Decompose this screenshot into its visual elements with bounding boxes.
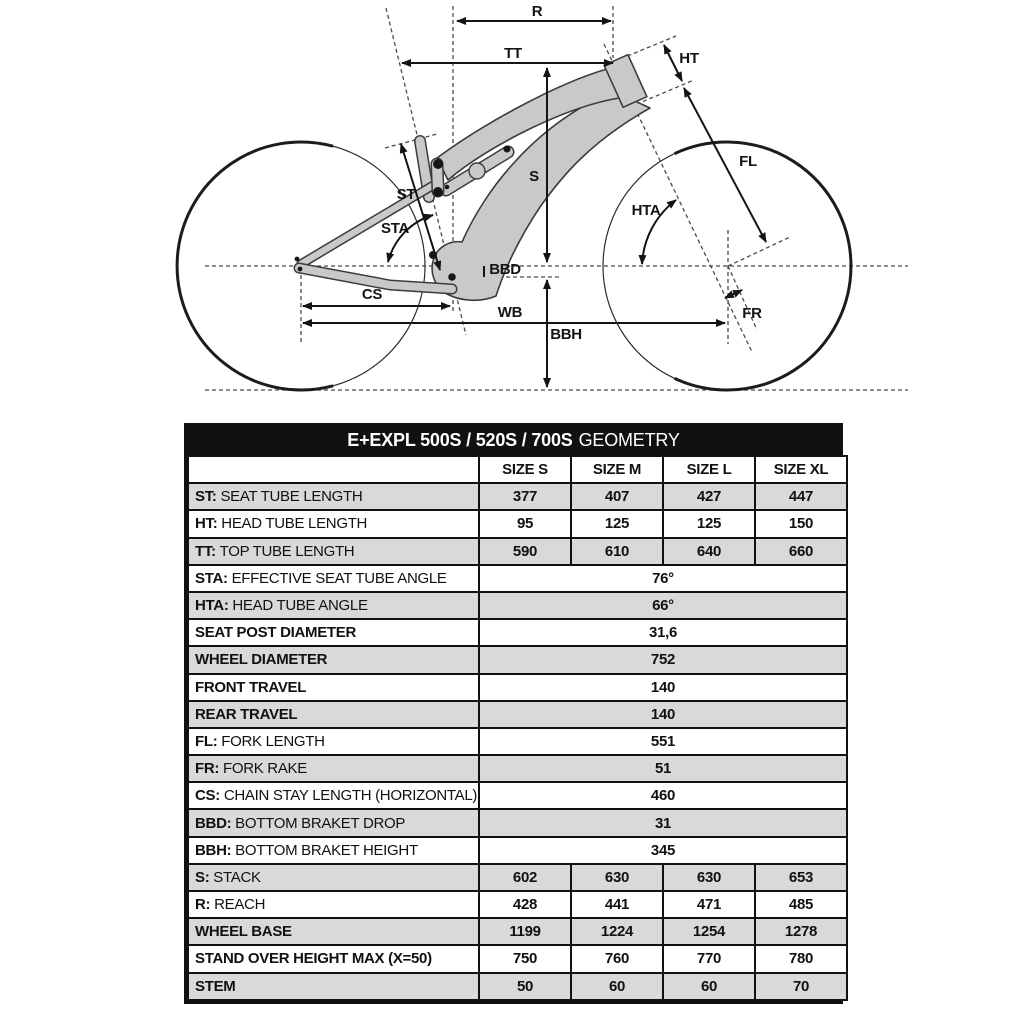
row-value: 1224 (571, 918, 663, 945)
row-label-prefix: CS: (195, 787, 224, 805)
rear-dropout-dot-upper (295, 257, 300, 262)
bottom-bracket-dot (448, 273, 456, 281)
row-label-text: SEAT POST DIAMETER (195, 624, 356, 642)
row-label (188, 891, 479, 918)
row-value: 125 (663, 510, 755, 537)
row-value: 610 (571, 538, 663, 565)
row-label (188, 565, 479, 592)
row-label-text: SEAT TUBE LENGTH (220, 488, 363, 506)
row-value: 150 (755, 510, 847, 537)
row-label-text: CHAIN STAY LENGTH (HORIZONTAL) (223, 787, 478, 805)
table-row (188, 592, 847, 619)
row-value: 630 (571, 864, 663, 891)
row-label-prefix: S: (195, 868, 214, 886)
table-row (188, 809, 847, 836)
row-label-text: HEAD TUBE LENGTH (221, 515, 368, 533)
size-column-header: SIZE L (663, 456, 755, 483)
row-value: 50 (479, 973, 571, 1000)
table-row (188, 646, 847, 673)
row-value: 427 (663, 483, 755, 510)
table-row (188, 619, 847, 646)
row-value-span: 66° (479, 592, 847, 619)
frame (295, 55, 650, 301)
table-title-model: E+EXPL 500S / 520S / 700S (347, 430, 573, 450)
row-label (188, 510, 479, 537)
row-label-text: STAND OVER HEIGHT MAX (X=50) (195, 950, 432, 968)
row-label-text: FORK RAKE (222, 760, 307, 778)
row-value: 60 (663, 973, 755, 1000)
row-label (188, 619, 479, 646)
axle-perp-line (728, 237, 790, 266)
row-label (188, 782, 479, 809)
bike-diagram-svg (0, 0, 1024, 412)
corner-cell (188, 456, 479, 483)
row-value-span: 140 (479, 674, 847, 701)
row-value: 377 (479, 483, 571, 510)
row-label-text: TOP TUBE LENGTH (219, 542, 355, 560)
size-header-row (188, 456, 847, 483)
table-row (188, 510, 847, 537)
row-value: 660 (755, 538, 847, 565)
row-label (188, 701, 479, 728)
size-column-header: SIZE XL (755, 456, 847, 483)
label-seat-angle: STA (381, 220, 409, 237)
table-title-suffix: GEOMETRY (578, 430, 680, 450)
label-top-tube: TT (504, 45, 522, 62)
label-bb-drop: BBD (489, 261, 521, 278)
row-value: 125 (571, 510, 663, 537)
row-value: 760 (571, 945, 663, 972)
label-bb-height: BBH (550, 326, 582, 343)
row-label-text: REAR TRAVEL (195, 705, 298, 723)
label-stack: S (529, 168, 539, 185)
row-label (188, 538, 479, 565)
seat-top-perp-line (385, 134, 437, 148)
row-label (188, 945, 479, 972)
table-row (188, 945, 847, 972)
row-value: 447 (755, 483, 847, 510)
pivot-upper (433, 159, 443, 169)
pivot-lower (433, 187, 443, 197)
row-label-text: WHEEL DIAMETER (195, 651, 328, 669)
table-row (188, 674, 847, 701)
row-label-prefix: ST: (195, 488, 221, 506)
row-label-prefix: BBD: (195, 814, 236, 832)
geometry-diagram (0, 0, 1024, 412)
table-row (188, 565, 847, 592)
row-label-text: HEAD TUBE ANGLE (232, 597, 368, 615)
row-value: 60 (571, 973, 663, 1000)
table-row (188, 728, 847, 755)
table-row (188, 701, 847, 728)
rear-dropout-dot-lower (298, 267, 303, 272)
row-label (188, 918, 479, 945)
row-label (188, 728, 479, 755)
row-value-span: 140 (479, 701, 847, 728)
row-value: 1254 (663, 918, 755, 945)
row-label-text: REACH (214, 896, 266, 914)
row-label (188, 592, 479, 619)
row-value: 485 (755, 891, 847, 918)
row-value-span: 31 (479, 809, 847, 836)
row-label-text: BOTTOM BRAKET HEIGHT (235, 841, 418, 859)
row-label-prefix: TT: (195, 542, 220, 560)
row-value-span: 345 (479, 837, 847, 864)
row-value: 428 (479, 891, 571, 918)
table-row (188, 483, 847, 510)
row-label-prefix: HT: (195, 515, 222, 533)
row-label (188, 674, 479, 701)
size-column-header: SIZE S (479, 456, 571, 483)
row-label (188, 483, 479, 510)
label-head-tube: HT (679, 50, 699, 67)
row-value: 590 (479, 538, 571, 565)
row-label-text: STACK (213, 868, 261, 886)
row-value: 1278 (755, 918, 847, 945)
row-value: 780 (755, 945, 847, 972)
row-value: 640 (663, 538, 755, 565)
row-value: 471 (663, 891, 755, 918)
label-chain-stay: CS (361, 286, 383, 303)
row-value: 95 (479, 510, 571, 537)
row-label-text: STEM (195, 977, 236, 995)
row-value-span: 551 (479, 728, 847, 755)
row-value-span: 752 (479, 646, 847, 673)
label-wheel-base: WB (497, 304, 523, 321)
row-value: 441 (571, 891, 663, 918)
row-value-span: 51 (479, 755, 847, 782)
table-row (188, 538, 847, 565)
row-label-prefix: STA: (195, 569, 232, 587)
row-label (188, 973, 479, 1000)
row-label (188, 837, 479, 864)
row-value: 653 (755, 864, 847, 891)
row-label-text: BOTTOM BRAKET DROP (235, 814, 406, 832)
label-fork-rake: FR (742, 305, 762, 322)
row-value: 630 (663, 864, 755, 891)
table-row (188, 782, 847, 809)
row-label-text: FRONT TRAVEL (195, 678, 307, 696)
label-reach: R (531, 3, 543, 20)
row-label-text: WHEEL BASE (195, 923, 292, 941)
row-label-prefix: R: (195, 896, 215, 914)
row-label-prefix: FR: (195, 760, 223, 778)
pivot-small (445, 185, 450, 190)
row-value: 407 (571, 483, 663, 510)
row-value: 770 (663, 945, 755, 972)
row-label (188, 864, 479, 891)
table-row (188, 864, 847, 891)
table-row (188, 918, 847, 945)
row-value: 750 (479, 945, 571, 972)
table-row (188, 837, 847, 864)
row-label (188, 646, 479, 673)
row-value: 70 (755, 973, 847, 1000)
label-seat-tube: ST (396, 186, 416, 203)
label-head-angle: HTA (631, 202, 661, 219)
table-row (188, 973, 847, 1000)
row-value-span: 76° (479, 565, 847, 592)
row-label (188, 809, 479, 836)
table-row (188, 755, 847, 782)
row-value-span: 31,6 (479, 619, 847, 646)
row-label-text: EFFECTIVE SEAT TUBE ANGLE (231, 569, 447, 587)
row-label-prefix: FL: (195, 732, 222, 750)
row-label-prefix: BBH: (195, 841, 236, 859)
table-row (188, 891, 847, 918)
table-title-bar (187, 426, 840, 455)
geometry-table (184, 423, 843, 1004)
row-label-prefix: HTA: (195, 597, 233, 615)
row-value: 602 (479, 864, 571, 891)
row-label (188, 755, 479, 782)
geometry-data-table (187, 455, 848, 1001)
size-column-header: SIZE M (571, 456, 663, 483)
row-value: 1199 (479, 918, 571, 945)
row-label-text: FORK LENGTH (221, 732, 325, 750)
label-fork-length: FL (739, 153, 757, 170)
shock-air-can (469, 163, 485, 179)
pivot-shock-mount (504, 146, 511, 153)
row-value-span: 460 (479, 782, 847, 809)
